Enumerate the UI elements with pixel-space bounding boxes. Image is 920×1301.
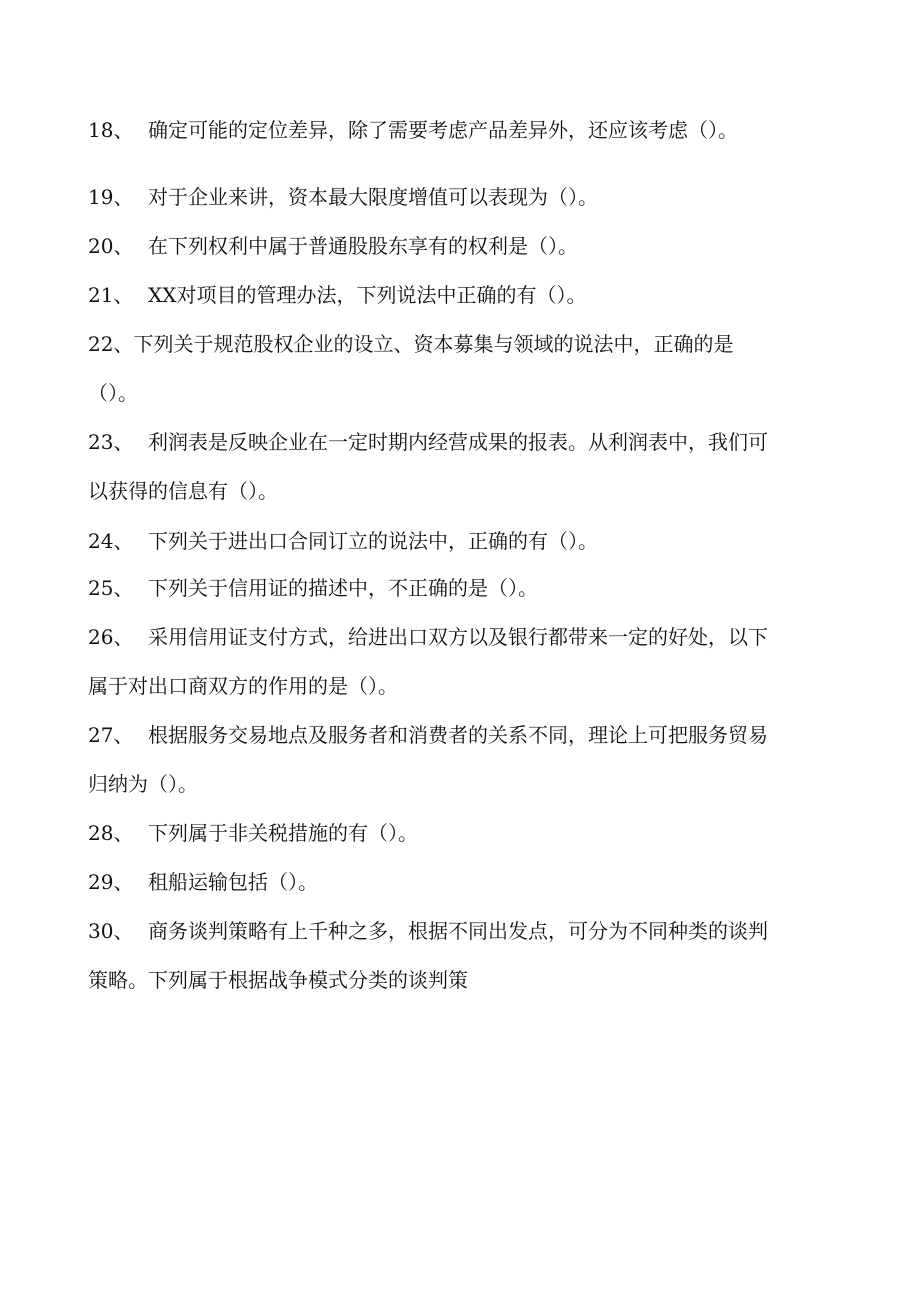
question-number: 28、	[88, 821, 134, 845]
question-text: 确定可能的定位差异，除了需要考虑产品差异外，还应该考虑（）。	[148, 118, 738, 142]
question-text: 下列属于非关税措施的有（）。	[148, 821, 418, 845]
question-number: 21、	[88, 283, 134, 307]
question-25	[88, 578, 828, 598]
question-26-continuation	[88, 676, 828, 696]
question-text-continued: 归纳为（）。	[88, 772, 198, 796]
question-30	[88, 921, 828, 941]
question-text-continued: （）。	[88, 381, 138, 405]
question-number: 20、	[88, 234, 134, 258]
question-text: 下列关于规范股权企业的设立、资本募集与领域的说法中，正确的是	[133, 332, 734, 356]
question-30-continuation	[88, 970, 828, 990]
question-27-continuation	[88, 774, 828, 794]
question-text-continued: 以获得的信息有（）。	[88, 479, 278, 503]
question-number: 24、	[88, 529, 134, 553]
question-27	[88, 725, 828, 745]
question-number: 18、	[88, 118, 134, 142]
question-23-continuation	[88, 481, 828, 501]
question-22	[88, 334, 828, 354]
question-text-continued: 属于对出口商双方的作用的是（）。	[88, 674, 398, 698]
question-text: 采用信用证支付方式，给进出口双方以及银行都带来一定的好处，以下	[148, 625, 768, 649]
question-29	[88, 872, 828, 892]
question-number: 29、	[88, 870, 134, 894]
question-number: 19、	[88, 185, 134, 209]
question-28	[88, 823, 828, 843]
question-text: 根据服务交易地点及服务者和消费者的关系不同，理论上可把服务贸易	[148, 723, 768, 747]
question-21	[88, 285, 828, 305]
question-23	[88, 432, 828, 452]
question-26	[88, 627, 828, 647]
question-text: 下列关于信用证的描述中，不正确的是（）。	[148, 576, 538, 600]
question-number: 23、	[88, 430, 134, 454]
question-20	[88, 236, 828, 256]
question-text-continued: 策略。下列属于根据战争模式分类的谈判策	[88, 968, 468, 992]
question-number: 27、	[88, 723, 134, 747]
question-24	[88, 531, 828, 551]
question-number: 26、	[88, 625, 134, 649]
question-number: 25、	[88, 576, 134, 600]
question-text: 对于企业来讲，资本最大限度增值可以表现为（）。	[148, 185, 598, 209]
question-18	[88, 120, 828, 140]
question-22-continuation	[88, 383, 828, 403]
question-text: 利润表是反映企业在一定时期内经营成果的报表。从利润表中，我们可	[148, 430, 768, 454]
question-text: 在下列权利中属于普通股股东享有的权利是（）。	[148, 234, 578, 258]
question-text: XX对项目的管理办法，下列说法中正确的有（）。	[148, 283, 587, 307]
question-number: 30、	[88, 919, 134, 943]
question-text: 租船运输包括（）。	[148, 870, 318, 894]
question-text: 商务谈判策略有上千种之多，根据不同出发点，可分为不同种类的谈判	[148, 919, 768, 943]
question-19	[88, 187, 828, 207]
question-text: 下列关于进出口合同订立的说法中，正确的有（）。	[148, 529, 598, 553]
question-number: 22、	[88, 332, 134, 356]
